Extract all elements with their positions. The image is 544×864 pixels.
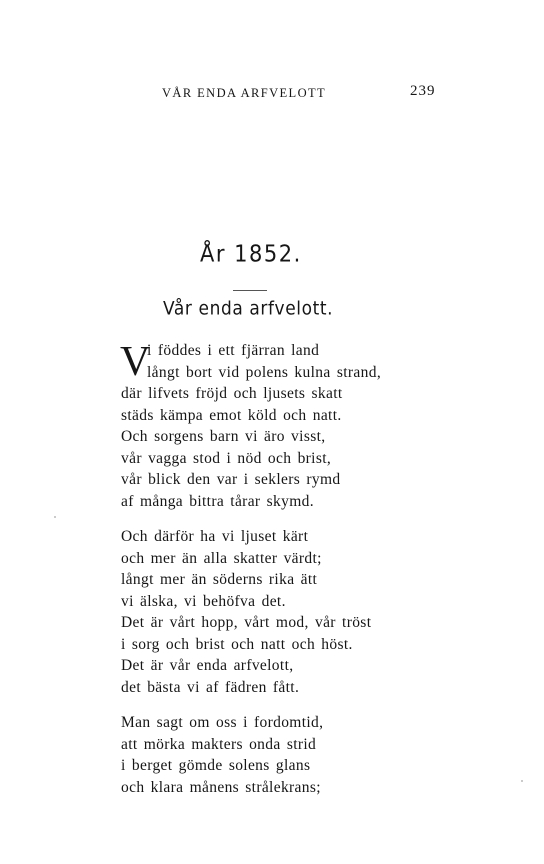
stanza-2	[121, 526, 371, 698]
poem-line: det bästa vi af fädren fått.	[121, 678, 300, 696]
poem-line: att mörka makters onda strid	[121, 735, 317, 753]
paper-speck	[521, 780, 523, 782]
stanza-1	[121, 340, 381, 512]
poem-title: Vår enda arfvelott.	[163, 298, 334, 320]
poem-line: och mer än alla skatter värdt;	[121, 549, 322, 567]
title-rule	[233, 290, 267, 291]
poem-line: vår blick den var i seklers rymd	[121, 471, 341, 488]
page-number: 239	[410, 83, 436, 99]
poem-line: vi älska, vi behöfva det.	[121, 592, 286, 610]
poem-line: där lifvets fröjd och ljusets skatt	[121, 385, 343, 402]
poem-line: af många bittra tårar skymd.	[121, 492, 314, 510]
poem-line: vår vagga stod i nöd och brist,	[121, 449, 332, 467]
poem-line: Och därför ha vi ljuset kärt	[121, 528, 309, 545]
poem-line: och klara månens strålekrans;	[121, 778, 321, 796]
poem-line: i föddes i ett fjärran land	[147, 342, 320, 359]
poem-line: städs kämpa emot köld och natt.	[121, 406, 342, 424]
poem-line: långt mer än söderns rika ätt	[121, 571, 318, 588]
poem-line: Det är vårt hopp, vårt mod, vår tröst	[121, 614, 372, 631]
poem-line: långt bort vid polens kulna strand,	[147, 363, 382, 381]
poem-line: i berget gömde solens glans	[121, 757, 311, 774]
running-head: VÅR ENDA ARFVELOTT	[162, 86, 327, 100]
poem-line: i sorg och brist och natt och höst.	[121, 635, 353, 653]
paper-speck	[54, 516, 56, 518]
drop-cap: V	[120, 339, 151, 385]
stanza-3	[121, 712, 323, 798]
section-title: År 1852.	[200, 240, 302, 268]
poem-line: Man sagt om oss i fordomtid,	[121, 714, 324, 731]
poem-line: Och sorgens barn vi äro visst,	[121, 428, 326, 445]
poem-line: Det är vår enda arfvelott,	[121, 657, 294, 674]
